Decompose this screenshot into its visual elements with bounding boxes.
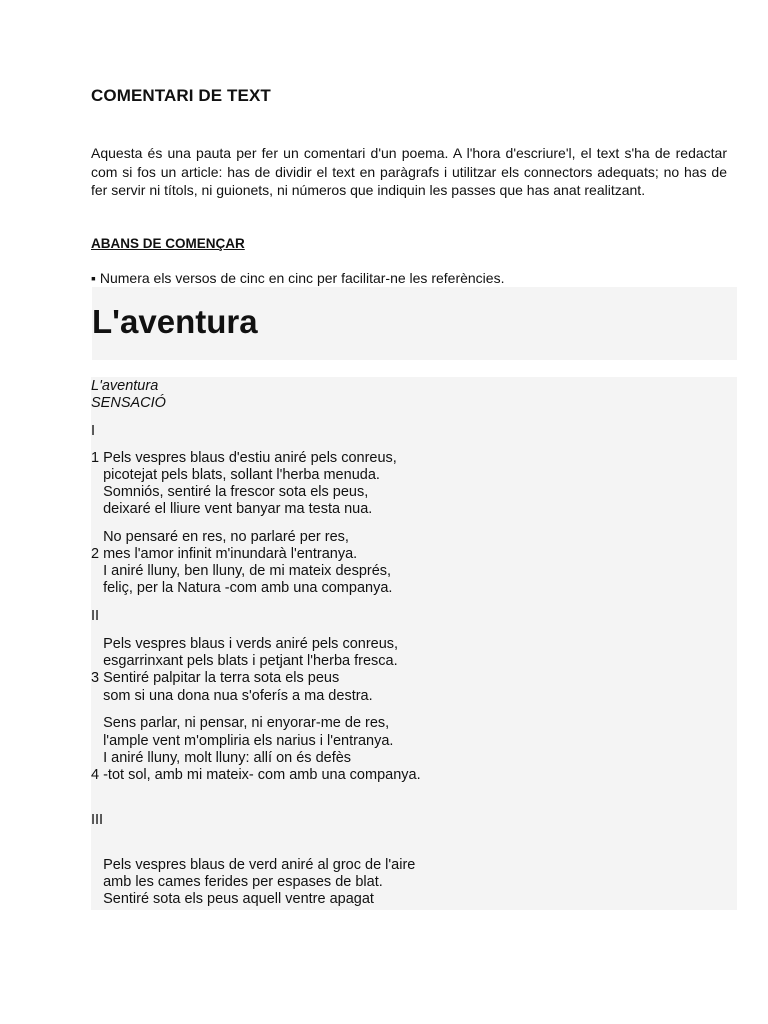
- part-numeral: III: [91, 812, 104, 828]
- poem-verse: Pels vespres blaus i verds aniré pels conreus,: [91, 636, 399, 652]
- poem-verse: 1 Pels vespres blaus d'estiu aniré pels conreus,: [91, 450, 397, 466]
- poem-verse: deixaré el lliure vent banyar ma testa nua.: [91, 501, 373, 517]
- poem-verse: picotejat pels blats, sollant l'herba menuda.: [91, 467, 380, 483]
- part-numeral: I: [91, 423, 96, 439]
- poem-title: L'aventura: [91, 378, 159, 394]
- intro-paragraph: Aquesta és una pauta per fer un comentari d'un poema. A l'hora d'escriure'l, el text s'ha de redactar com si fos un article: has de dividir el text en paràgrafs i utilitzar els connectors adequats; no has de fer servir ni títols, ni guionets, ni números que indiquin les passes que has anat realitzant.: [91, 145, 727, 198]
- poem-verse: Sentiré sota els peus aquell ventre apagat: [91, 891, 374, 907]
- poem-verse: Sens parlar, ni pensar, ni enyorar-me de res,: [91, 715, 390, 731]
- poem-verse: feliç, per la Natura -com amb una companya.: [91, 580, 393, 596]
- poem-verse: 4 -tot sol, amb mi mateix- com amb una companya.: [91, 767, 421, 783]
- part-numeral: II: [91, 608, 100, 624]
- poem-big-title: L'aventura: [92, 303, 258, 340]
- poem-verse: No pensaré en res, no parlaré per res,: [91, 529, 349, 545]
- poem-verse: som si una dona nua s'oferís a ma destra.: [91, 688, 373, 704]
- poem-verse: I aniré lluny, molt lluny: allí on és defès: [91, 750, 352, 766]
- poem-verse: 3 Sentiré palpitar la terra sota els peus: [91, 670, 340, 686]
- poem-verse: esgarrinxant pels blats i petjant l'herba fresca.: [91, 653, 398, 669]
- poem-verse: 2 mes l'amor infinit m'inundarà l'entranya.: [91, 546, 358, 562]
- document-heading: COMENTARI DE TEXT: [91, 86, 271, 105]
- poem-subtitle: SENSACIÓ: [91, 395, 166, 411]
- poem-verse: Somniós, sentiré la frescor sota els peus,: [91, 484, 369, 500]
- section-title: ABANS DE COMENÇAR: [91, 236, 245, 251]
- bullet-item: ▪ Numera els versos de cinc en cinc per facilitar-ne les referències.: [91, 270, 505, 286]
- poem-verse: Pels vespres blaus de verd aniré al groc de l'aire: [91, 857, 416, 873]
- poem-verse: l'ample vent m'ompliria els narius i l'entranya.: [91, 733, 394, 749]
- poem-verse: I aniré lluny, ben lluny, de mi mateix després,: [91, 563, 392, 579]
- poem-verse: amb les cames ferides per espases de blat.: [91, 874, 383, 890]
